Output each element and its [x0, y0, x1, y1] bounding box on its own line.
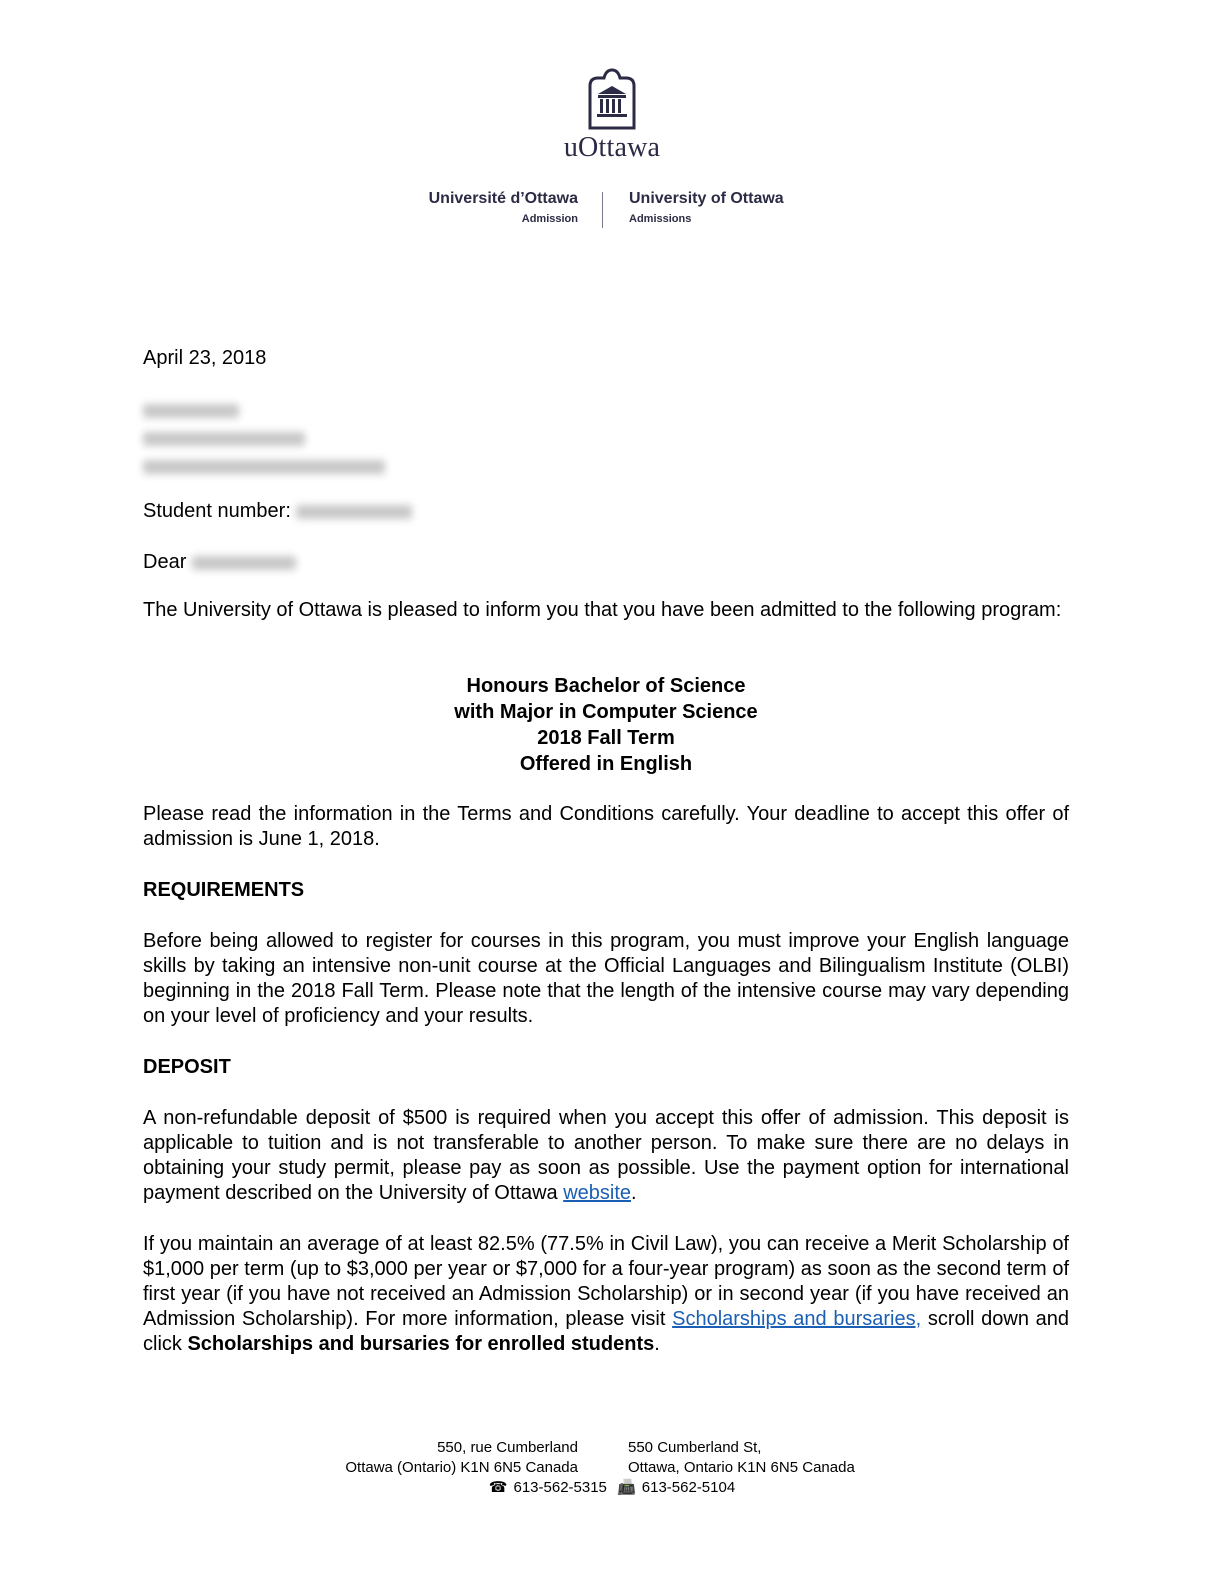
deadline-paragraph: Please read the information in the Terms and Conditions carefully. Your deadline to accept this offer of admission is June 1, 2018. — [143, 803, 1069, 850]
footer-en-line-2: Ottawa, Ontario K1N 6N5 Canada — [628, 1459, 855, 1476]
deposit-heading: DEPOSIT — [143, 1056, 231, 1078]
merit-end: . — [654, 1333, 660, 1355]
university-building-crest-icon — [584, 68, 640, 130]
footer-address-french — [345, 1438, 578, 1478]
program-line-4: Offered in English — [519, 753, 693, 775]
dept-english-sub: Admissions — [629, 213, 692, 225]
redacted-street — [143, 432, 305, 446]
deposit-end: . — [631, 1182, 637, 1204]
requirements-paragraph: Before being allowed to register for courses in this program, you must improve your English language skills by taking an intensive non-unit course at the Official Languages and Bilingualism Institute (OLBI) beginning in the 2018 Fall Term. Please note that the length of the intensive course may vary depending on your level of proficiency and your results. — [143, 930, 1069, 1027]
footer-address-english — [628, 1438, 855, 1478]
fax-number: 613-562-5104 — [641, 1479, 736, 1496]
footer-en-line-1: 550 Cumberland St, — [628, 1439, 762, 1456]
student-number-line — [143, 499, 1069, 524]
dept-french — [429, 190, 578, 225]
dept-english-name: University of Ottawa — [629, 190, 784, 207]
recipient-address — [143, 398, 1069, 479]
program-block — [143, 673, 1069, 777]
merit-paragraph — [143, 1232, 1069, 1357]
footer-fr-line-1: 550, rue Cumberland — [437, 1439, 578, 1456]
intro-paragraph: The University of Ottawa is pleased to inform you that you have been admitted to the following program: — [143, 599, 1062, 621]
salutation: Dear — [143, 551, 187, 573]
dept-french-name: Université d’Ottawa — [428, 190, 578, 207]
phone-number: 613-562-5315 — [513, 1479, 607, 1496]
program-line-1: Honours Bachelor of Science — [466, 675, 746, 697]
website-link[interactable]: website — [563, 1182, 632, 1204]
redacted-name — [143, 404, 239, 418]
program-line-2: with Major in Computer Science — [454, 701, 758, 723]
footer-contacts — [0, 1478, 1224, 1498]
letter-date: April 23, 2018 — [143, 347, 267, 369]
redacted-student-number — [296, 505, 412, 519]
footer-fr-line-2: Ottawa (Ontario) K1N 6N5 Canada — [345, 1459, 578, 1476]
deposit-paragraph — [143, 1106, 1069, 1206]
requirements-heading: REQUIREMENTS — [143, 879, 305, 901]
dept-english — [629, 190, 784, 225]
salutation-line — [143, 550, 1069, 575]
merit-mid: scroll down and click — [143, 1308, 1070, 1355]
redacted-city — [143, 460, 385, 474]
dept-french-sub: Admission — [521, 213, 578, 225]
scholarships-link[interactable]: Scholarships and bursaries, — [672, 1308, 922, 1330]
department-header — [0, 190, 1224, 234]
fax-icon: 📠 — [617, 1479, 636, 1496]
program-line-3: 2018 Fall Term — [537, 727, 675, 749]
student-number-label: Student number: — [143, 500, 291, 522]
dept-divider — [602, 192, 603, 228]
merit-bold: Scholarships and bursaries for enrolled students — [187, 1333, 655, 1355]
university-logo — [0, 68, 1224, 164]
merit-text: If you maintain an average of at least 82.5% (77.5% in Civil Law), you can receive a Merit Scholarship of $1,000 per term (up to $3,000 per year or $7,000 for a four-year program) as soon as the second term of first year (if you have not received an Admission Scholarship) or in second year (if you have received an Admission Scholarship). For more information, please visit — [143, 1233, 1069, 1330]
deposit-text: A non-refundable deposit of $500 is required when you accept this offer of admission. This deposit is applicable to tuition and is not transferable to another person. To make sure there are no delays in obtaining your study permit, please pay as soon as possible. Use the payment option for international payment described on the University of Ottawa — [143, 1107, 1069, 1204]
phone-icon: ☎ — [488, 1479, 508, 1496]
wordmark: uOttawa — [563, 132, 661, 163]
redacted-salutation-name — [192, 556, 296, 570]
